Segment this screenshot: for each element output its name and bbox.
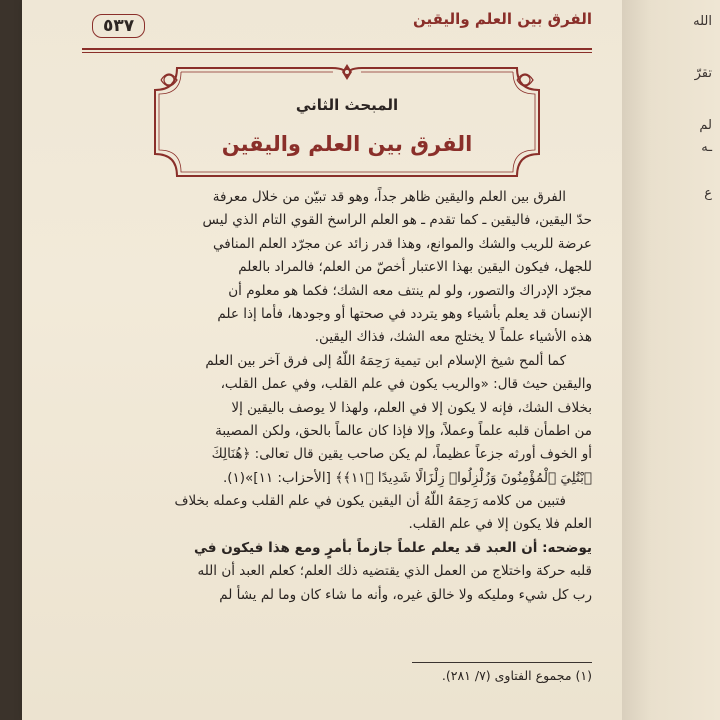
body-text (82, 186, 592, 607)
adjacent-fragment: ـه (701, 140, 712, 155)
adjacent-fragment: لم (699, 118, 712, 133)
center-ornament-icon (342, 64, 352, 80)
text-line: كما ألمح شيخ الإسلام ابن تيمية رَحِمَهُ اللَّهُ إلى فرق آخر بين العلم (205, 352, 566, 369)
adjacent-page (622, 0, 720, 720)
book-page (22, 0, 622, 720)
text-line: فتبين من كلامه رَحِمَهُ اللَّهُ أن اليقين يكون في علم القلب وعمله بخلاف (174, 493, 566, 510)
text-line: قلبه حركة واختلاج من العمل الذي يقتضيه ذلك العلم؛ كعلم العبد أن الله (197, 563, 592, 580)
text-line: رب كل شيء ومليكه ولا خالق غيره، وأنه ما شاء كان وما لم يشأ لم (219, 586, 592, 603)
text-line: للجهل، فيكون اليقين بهذا الاعتبار أخصّ من العلم؛ فالمراد بالعلم (238, 259, 592, 276)
footnote-rule (412, 662, 592, 663)
section-title-frame (147, 62, 547, 182)
text-line: يوضحه: أن العبد قد يعلم علماً جازماً بأمرٍ ومع هذا فيكون في (194, 539, 592, 556)
adjacent-fragment: تقرّ (694, 66, 712, 81)
text-line: مجرّد الإدراك والتصور، ولو لم ينتف معه الشك؛ فكما هو معلوم أن (228, 282, 592, 299)
text-line: ٱبْتُلِيَ ٱلْمُؤْمِنُونَ وَزُلْزِلُوا۟ زِلْزَالًا شَدِيدًا ﴿١١﴾﴾ [الأحزاب: ١١]»(١). (222, 469, 592, 486)
adjacent-fragment: ع (704, 186, 712, 201)
text-line: العلم فلا يكون إلا في علم القلب. (408, 516, 592, 533)
text-line: أو الخوف أورثه جزعاً عظيماً، لم يكن صاحب يقين قال تعالى: ﴿هُنَالِكَ (211, 446, 592, 463)
text-line: الإنسان قد يعلم بأشياء وهو يتردد في صحتها أو وجودها، فأما إذا علم (217, 305, 592, 322)
text-line: بخلاف الشك، فإنه لا يكون إلا في العلم، ولهذا لا يوصف باليقين إلا (231, 399, 592, 416)
text-line: عرضة للريب والشك والموانع، وهذا قدر زائد عن مجرّد العلم المنافي (213, 235, 592, 252)
text-line: هذه الأشياء علماً لا يختلج معه الشك، فذاك اليقين. (314, 329, 592, 346)
header-rule (82, 48, 592, 53)
page-header (82, 6, 592, 46)
adjacent-fragment: الله (693, 14, 712, 29)
text-line: الفرق بين العلم واليقين ظاهر جداً، وهو قد تبيّن من خلال معرفة (212, 189, 566, 205)
text-line: من اطمأن قلبه علماً وعملاً، وإلا فإذا كان عالماً بالحق، ولكن المصيبة (215, 422, 592, 439)
ornamental-frame-icon (147, 62, 547, 182)
footnote: (١) مجموع الفتاوى (٧/ ٢٨١). (441, 668, 592, 683)
section-subtitle: المبحث الثاني (295, 96, 399, 114)
section-title: الفرق بين العلم واليقين (221, 132, 473, 156)
page-number: ٥٣٧ (92, 14, 145, 38)
running-head: الفرق بين العلم واليقين (413, 10, 592, 28)
text-line: حدّ اليقين، فاليقين ـ كما تقدم ـ هو العلم الراسخ القوي التام الذي ليس (202, 212, 592, 229)
text-line: واليقين حيث قال: «والريب يكون في علم القلب، وفي عمل القلب، (220, 376, 592, 393)
